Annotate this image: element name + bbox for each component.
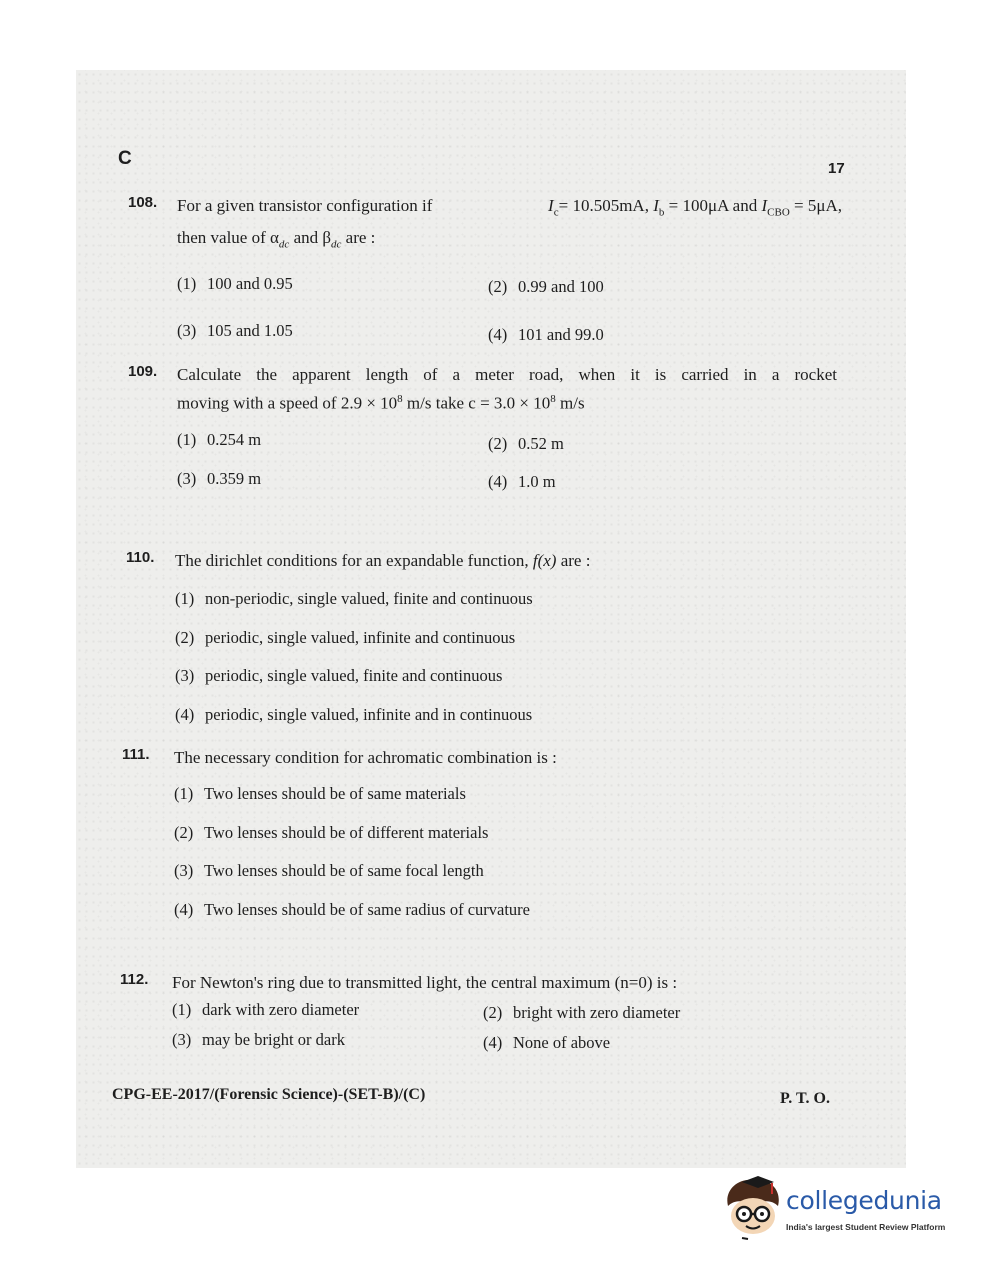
question-111-stem: The necessary condition for achromatic combination is : — [174, 748, 557, 767]
question-112-option-3: (3) may be bright or dark — [172, 1030, 345, 1049]
question-number-111: 111. — [122, 746, 150, 763]
question-110-option-3: (3) periodic, single valued, finite and continuous — [175, 666, 503, 685]
question-108-option-1: (1) 100 and 0.95 — [177, 274, 293, 293]
question-number-112: 112. — [120, 971, 149, 988]
collegedunia-tagline: India's largest Student Review Platform — [786, 1222, 946, 1232]
question-111-option-1: (1) Two lenses should be of same materials — [174, 784, 466, 803]
question-number-108: 108. — [128, 194, 158, 211]
question-109-option-3: (3) 0.359 m — [177, 469, 262, 488]
question-109-stem-line2: moving with a speed of $2.9 \times 10^8$ m/s take $c = 3.0 \times 10^8$ m/s — [177, 393, 585, 413]
question-110-option-2: (2) periodic, single valued, infinite and continuous — [175, 628, 516, 647]
question-112-option-4: (4) None of above — [483, 1033, 611, 1052]
please-turn-over: P. T. O. — [780, 1090, 830, 1107]
question-109-stem — [177, 362, 837, 416]
question-110-option-1: (1) non-periodic, single valued, finite and continuous — [175, 589, 533, 608]
question-112-option-1: (1) dark with zero diameter — [172, 1000, 360, 1019]
question-109-option-2: (2) 0.52 m — [488, 434, 564, 453]
collegedunia-logo: collegedunia — [786, 1186, 942, 1215]
question-number-110: 110. — [126, 549, 155, 566]
paper-code: CPG-EE-2017/(Forensic Science)-(SET-B)/(C) — [112, 1086, 426, 1103]
question-111-option-4: (4) Two lenses should be of same radius of curvature — [174, 900, 531, 919]
question-112-option-2: (2) bright with zero diameter — [483, 1003, 681, 1022]
question-110-stem: The dirichlet conditions for an expandable function, f(x) are : — [175, 551, 591, 570]
collegedunia-mascot-icon — [722, 1176, 786, 1242]
page-number: 17 — [828, 160, 845, 177]
question-108-stem-line1: For a given transistor configuration if $I_c= 10.505mA$, $I_b = 100\mu A$ and $I_{CBO} = 5\mu A$, — [177, 196, 842, 219]
question-110-option-4: (4) periodic, single valued, infinite and in continuous — [175, 705, 533, 724]
question-108-stem-line2: then value of $\alpha_{dc}$ and $\beta_{dc}$ are : — [177, 228, 376, 251]
set-letter: C — [118, 148, 132, 169]
question-number-109: 109. — [128, 363, 158, 380]
question-109-option-1: (1) 0.254 m — [177, 430, 262, 449]
question-112-stem: For Newton's ring due to transmitted light, the central maximum (n=0) is : — [172, 973, 678, 992]
question-108-stem — [177, 193, 842, 258]
question-108-option-3: (3) 105 and 1.05 — [177, 321, 293, 340]
question-111-option-2: (2) Two lenses should be of different materials — [174, 823, 489, 842]
question-108-option-2: (2) 0.99 and 100 — [488, 277, 604, 296]
question-109-stem-line1: Calculate the apparent length of a meter road, when it is carried in a rocket — [177, 365, 837, 384]
question-109-option-4: (4) 1.0 m — [488, 472, 556, 491]
question-111-option-3: (3) Two lenses should be of same focal length — [174, 861, 484, 880]
question-108-option-4: (4) 101 and 99.0 — [488, 325, 604, 344]
